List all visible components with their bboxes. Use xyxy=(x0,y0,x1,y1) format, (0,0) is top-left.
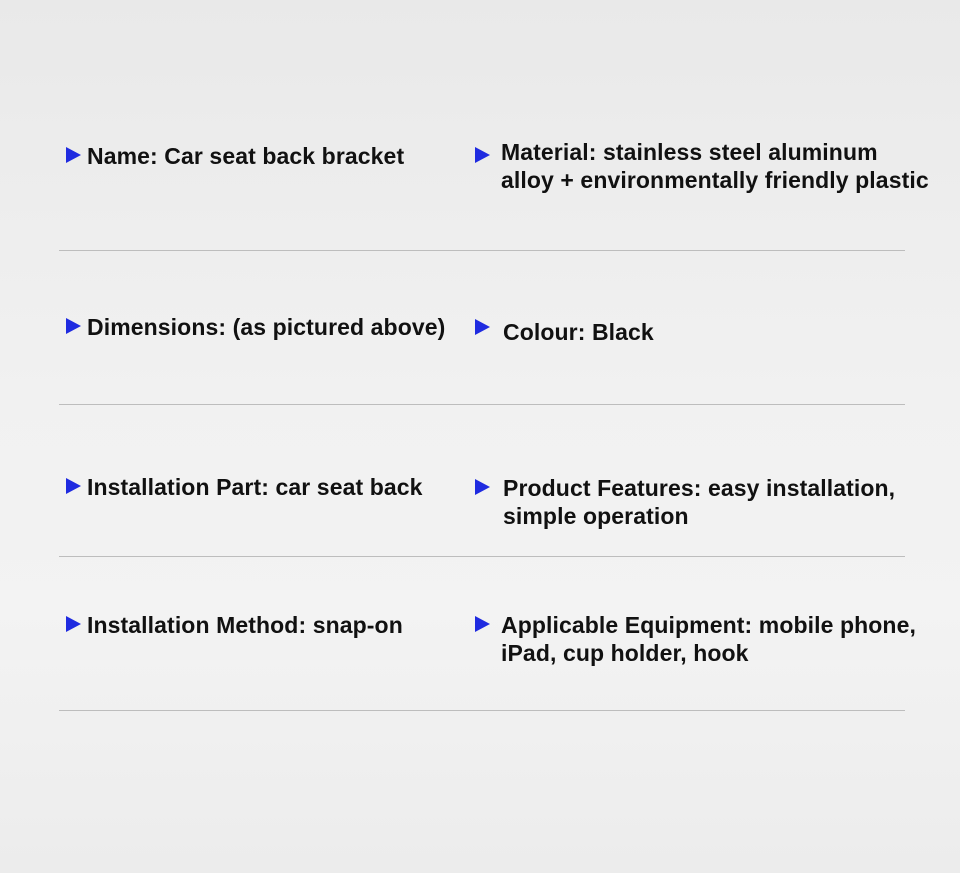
spec-item-applicable-equipment xyxy=(475,611,916,667)
divider xyxy=(59,250,905,251)
spec-line: Installation Part: car seat back xyxy=(87,474,423,500)
spec-item-name xyxy=(66,142,404,170)
spec-text xyxy=(501,611,916,667)
arrow-icon xyxy=(66,616,81,632)
spec-text xyxy=(87,313,445,341)
arrow-icon xyxy=(66,478,81,494)
spec-item-installation-part xyxy=(66,473,423,501)
spec-text xyxy=(87,473,423,501)
arrow-icon xyxy=(475,479,490,495)
arrow-icon xyxy=(66,318,81,334)
spec-item-colour xyxy=(475,318,654,346)
divider xyxy=(59,710,905,711)
arrow-icon xyxy=(475,616,490,632)
divider xyxy=(59,404,905,405)
spec-line: alloy + environmentally friendly plastic xyxy=(501,167,929,193)
spec-item-dimensions xyxy=(66,313,445,341)
arrow-icon xyxy=(475,147,490,163)
spec-line: Dimensions: (as pictured above) xyxy=(87,314,446,340)
spec-line: simple operation xyxy=(503,503,689,529)
spec-text xyxy=(501,138,929,194)
spec-line: Name: Car seat back bracket xyxy=(87,143,405,169)
spec-line: Material: stainless steel aluminum xyxy=(501,139,878,165)
spec-text xyxy=(503,318,654,346)
spec-line: Installation Method: snap-on xyxy=(87,612,403,638)
spec-item-material xyxy=(475,138,929,194)
spec-text xyxy=(87,142,404,170)
spec-line: Product Features: easy installation, xyxy=(503,475,896,501)
spec-line: iPad, cup holder, hook xyxy=(501,640,749,666)
spec-item-product-features xyxy=(475,474,895,530)
arrow-icon xyxy=(475,319,490,335)
spec-text xyxy=(503,474,895,530)
spec-line: Applicable Equipment: mobile phone, xyxy=(501,612,916,638)
spec-text xyxy=(87,611,403,639)
arrow-icon xyxy=(66,147,81,163)
spec-item-installation-method xyxy=(66,611,403,639)
spec-line: Colour: Black xyxy=(503,319,654,345)
divider xyxy=(59,556,905,557)
